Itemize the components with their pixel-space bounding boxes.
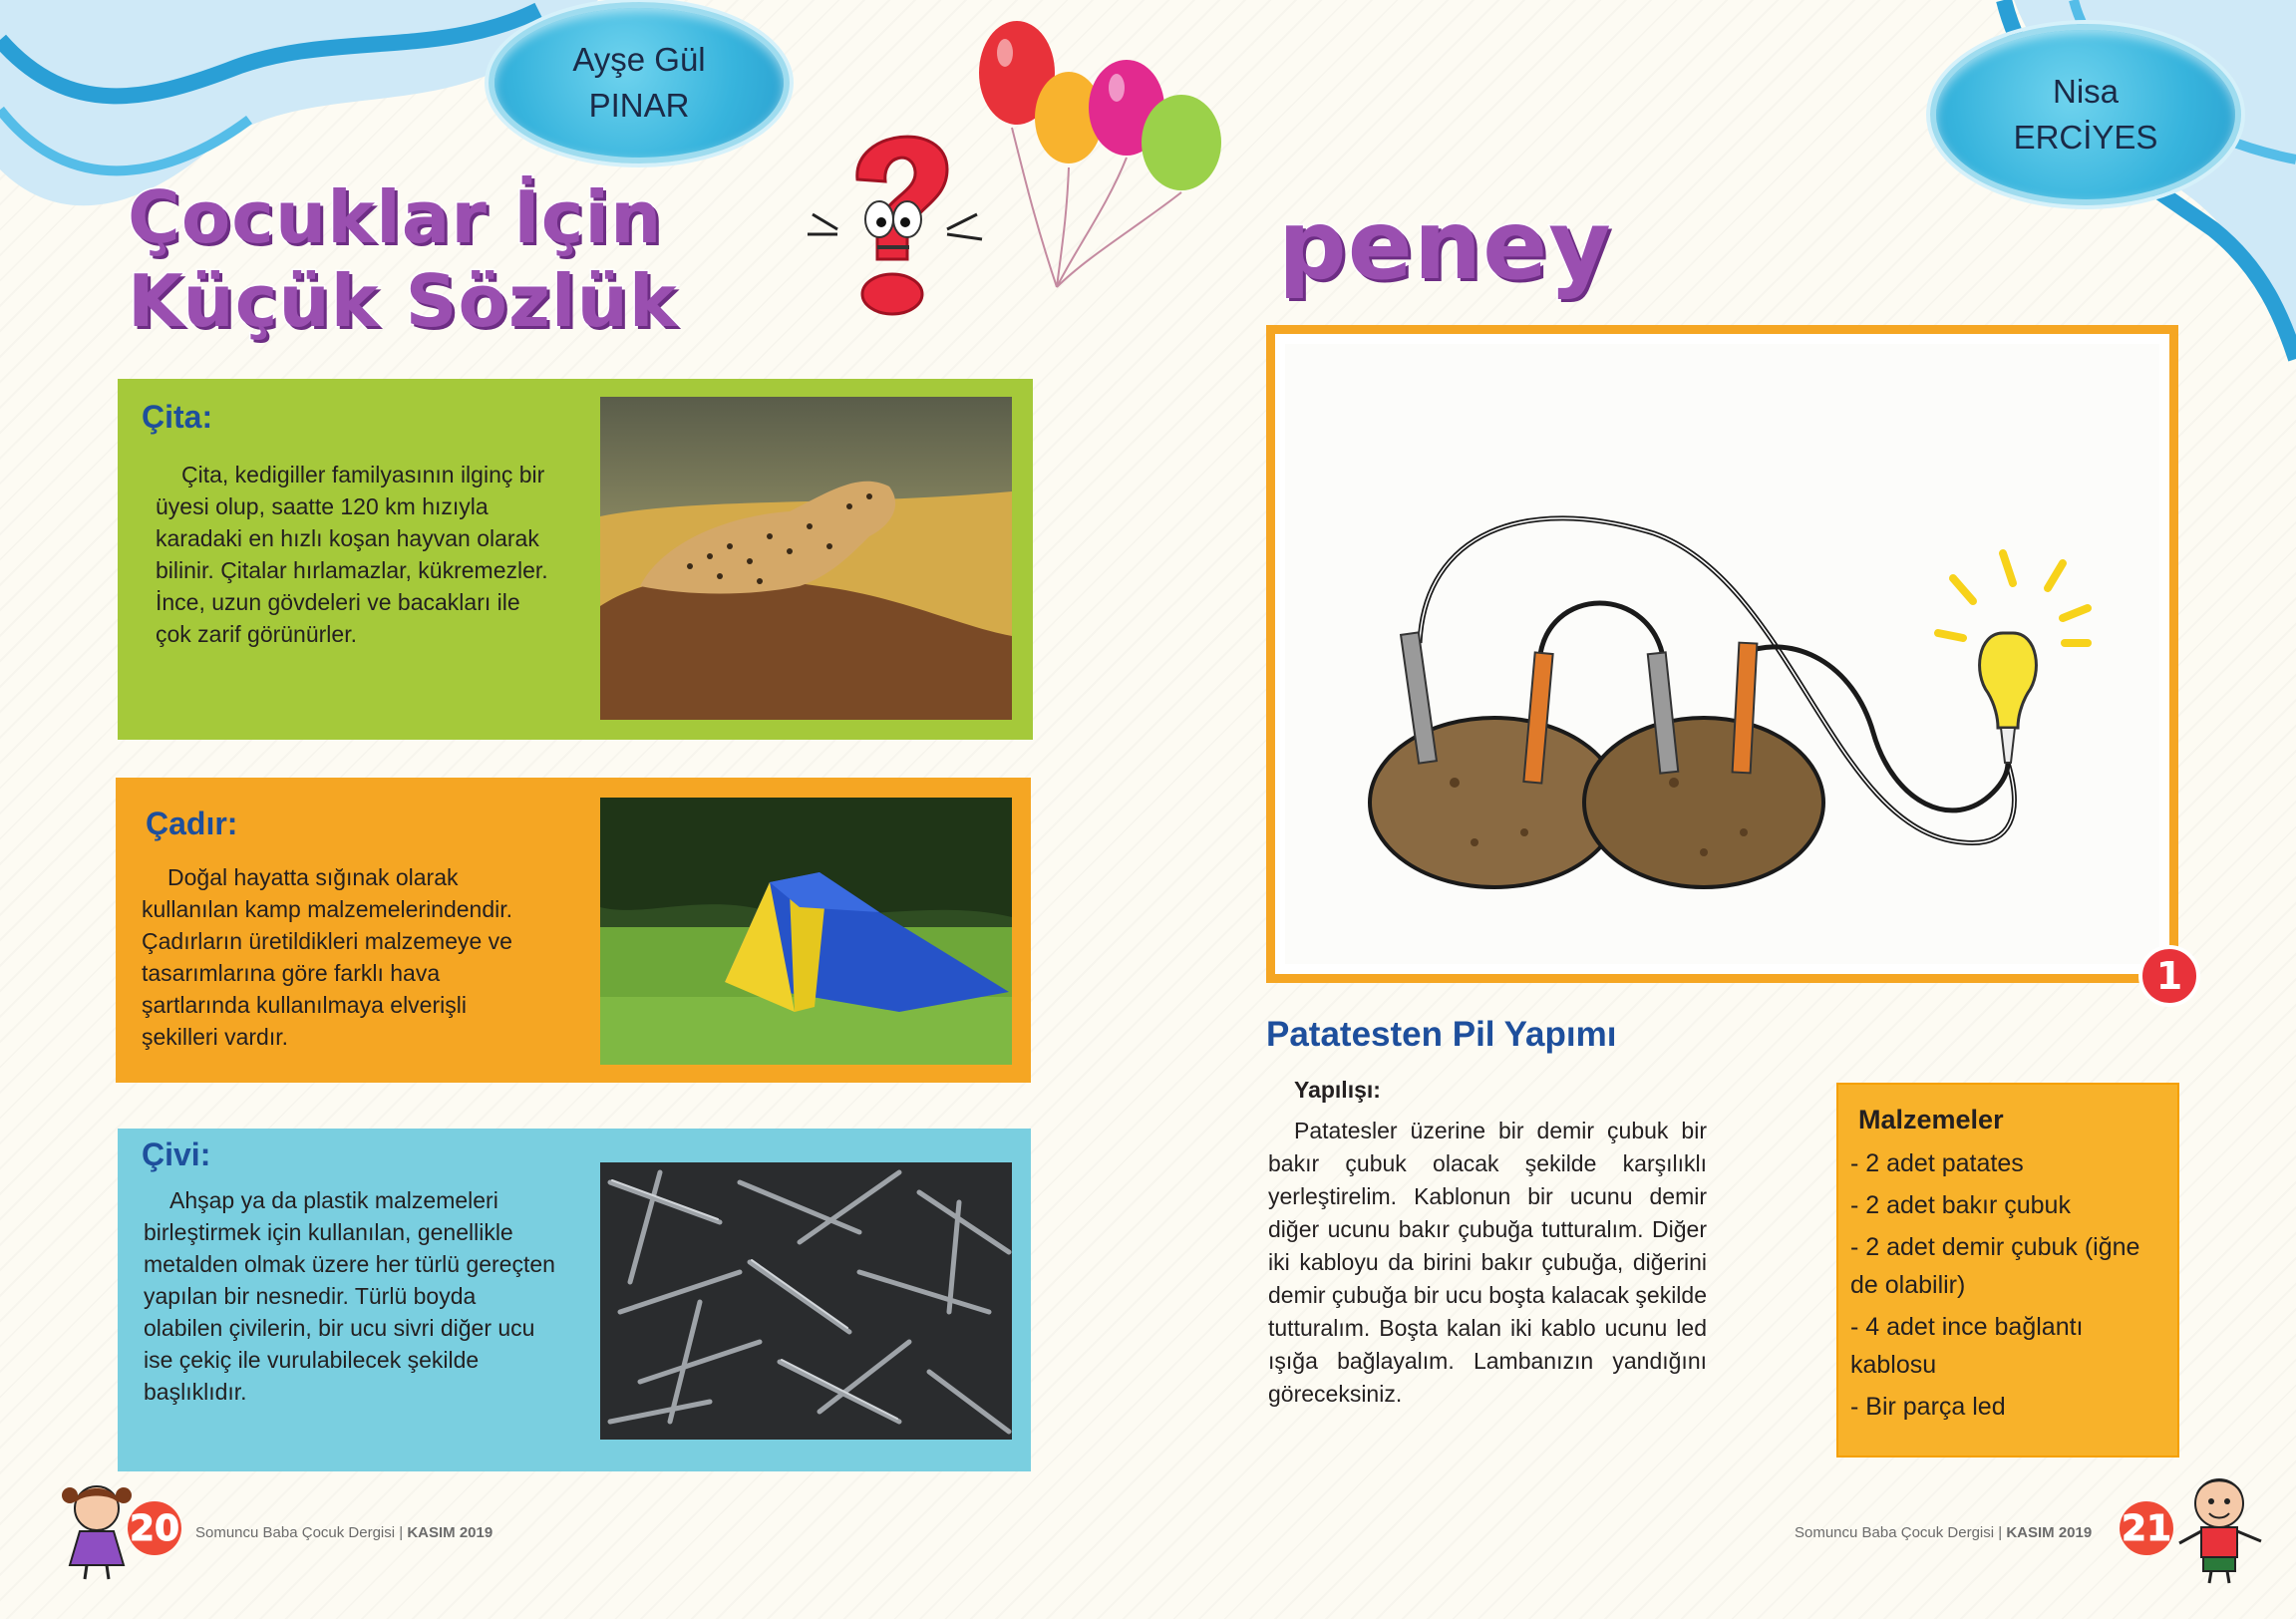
- entry-term-cadir: Çadır:: [146, 806, 238, 841]
- footer-issue-left: KASIM 2019: [407, 1524, 493, 1541]
- footer-left: Somuncu Baba Çocuk Dergisi | KASIM 2019: [195, 1524, 493, 1541]
- page-title-line2: Küçük Sözlük: [128, 259, 678, 343]
- materials-item: - Bir parça led: [1850, 1393, 2006, 1421]
- figure-number: 1: [2155, 954, 2183, 998]
- author-last-name: PINAR: [588, 87, 690, 124]
- page-title-right: peney: [1278, 189, 1612, 301]
- nails-photo: [600, 1162, 1012, 1440]
- materials-heading: Malzemeler: [1858, 1105, 2004, 1134]
- footer-right: Somuncu Baba Çocuk Dergisi | KASIM 2019: [1795, 1524, 2093, 1541]
- procedure-heading: Yapılışı:: [1294, 1077, 1381, 1103]
- entry-term-civi: Çivi:: [142, 1136, 211, 1172]
- materials-item: - 2 adet demir çubuk (iğne de olabilir): [1850, 1233, 2140, 1299]
- page-title-line1: Çocuklar İçin: [128, 175, 663, 259]
- experiment-title: Patatesten Pil Yapımı: [1266, 1015, 1617, 1054]
- figure-number-badge: [2138, 945, 2200, 1007]
- materials-item: - 2 adet bakır çubuk: [1850, 1191, 2071, 1219]
- experiment-figure: [1266, 325, 2178, 983]
- procedure-text: Patatesler üzerine bir demir çubuk bir bakır çubuk olacak şekilde karşılıklı yerleştirelim. Kablonun bir ucunu demir diğer ucunu bakır çubuğa tutturalım. Diğer iki kabloyu da birini bakır çubuğa, diğerini demir çubuğa bir ucu boşta kalacak şekilde tutturalım. Boşta kalan iki kablo ucunu led ışığa bağlayalım. Lambanızın yandığını göreceksiniz.: [1268, 1118, 1707, 1407]
- page-number-left: 20: [128, 1501, 181, 1555]
- footer-issue-right: KASIM 2019: [2006, 1524, 2093, 1541]
- potato-battery-illustration: [1275, 334, 2169, 974]
- entry-body-cita: Çita, kedigiller familyasının ilginç bir üyesi olup, saatte 120 km hızıyla karadaki en hızlı koşan hayvan olarak bilinir. Çitalar hırlamazlar, kükremezler. İnce, uzun gövdeleri ve bacakları ile çok zarif görünürler.: [156, 462, 548, 647]
- question-mark-mascot-icon: [798, 110, 997, 319]
- footer-magazine-right: Somuncu Baba Çocuk Dergisi: [1795, 1524, 1995, 1541]
- footer-magazine-left: Somuncu Baba Çocuk Dergisi: [195, 1524, 396, 1541]
- entry-body-civi: Ahşap ya da plastik malzemeleri birleştirmek için kullanılan, genellikle metalden olmak üzere her türlü gereçten yapılan bir nesnedir. Türlü boyda olabilen çivilerin, bir ucu sivri diğer ucu ise çekiç ile vurulabilecek şekilde başlıklıdır.: [144, 1187, 555, 1405]
- author-first-name: Ayşe Gül: [572, 41, 706, 78]
- cheetah-photo: [600, 397, 1012, 720]
- entry-term-cita: Çita:: [142, 399, 213, 435]
- tent-photo: [600, 798, 1012, 1065]
- entry-body-cadir: Doğal hayatta sığınak olarak kullanılan kamp malzemelerindendir. Çadırların üretildikleri malzemeye ve tasarımlarına göre farklı hava şartlarında kullanılmaya elverişli şekilleri vardır.: [142, 864, 513, 1050]
- materials-item: - 2 adet patates: [1850, 1149, 2024, 1177]
- boy-character-icon: [2169, 1471, 2269, 1586]
- author-bubble-right: [1930, 24, 2241, 205]
- page-number-right: 21: [2120, 1501, 2173, 1555]
- author-bubble-left: [489, 2, 790, 163]
- balloons-icon: [977, 18, 1236, 297]
- materials-item: - 4 adet ince bağlantı kablosu: [1850, 1313, 2084, 1379]
- materials-box: [1836, 1083, 2179, 1457]
- author-last-name-right: ERCİYES: [2013, 119, 2158, 156]
- author-first-name-right: Nisa: [2052, 73, 2120, 110]
- materials-list: [1850, 1144, 2159, 1426]
